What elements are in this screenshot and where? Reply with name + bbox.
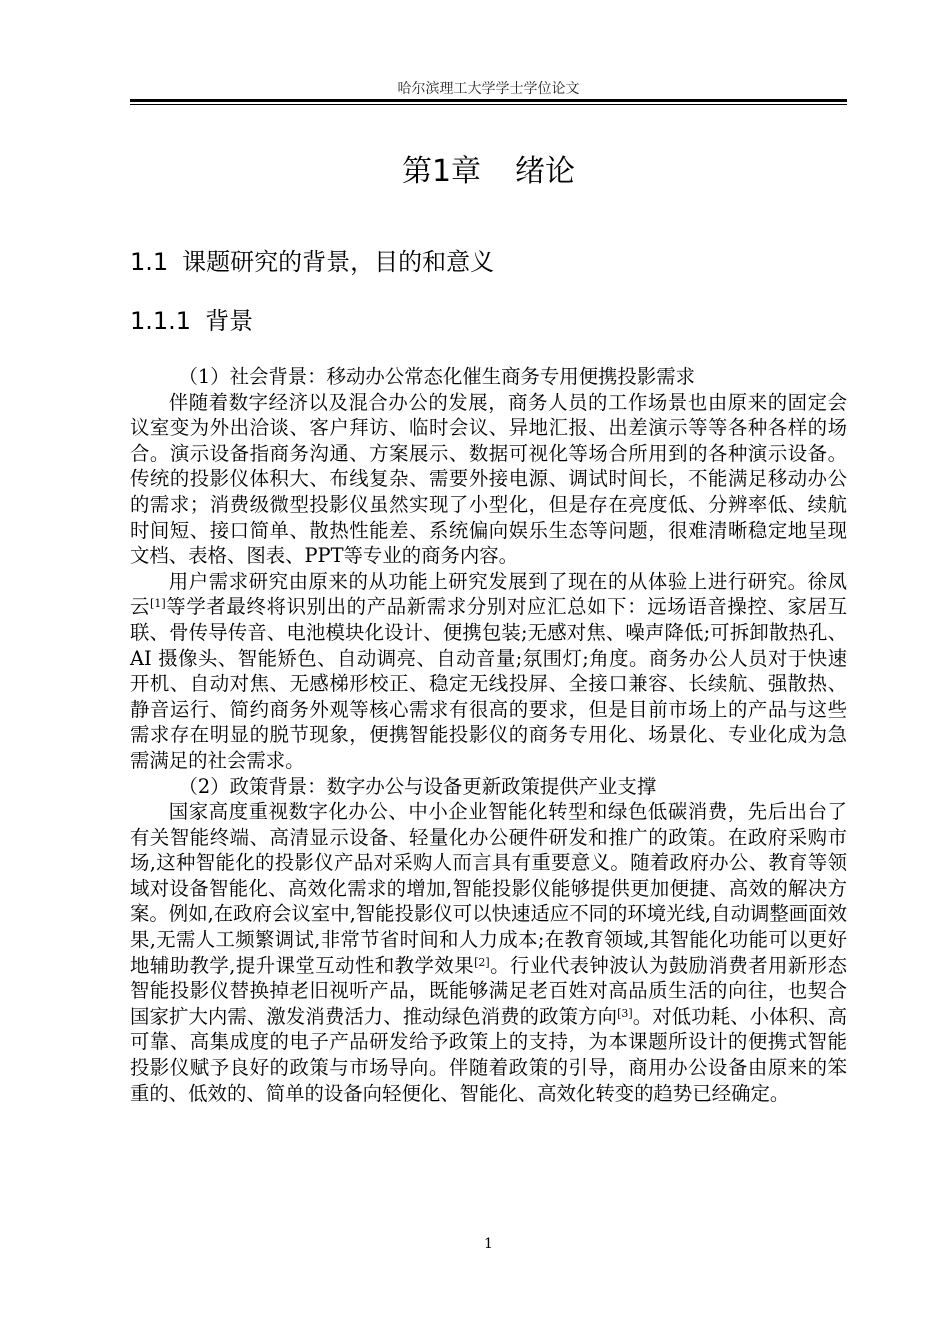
citation-1[interactable]: [1] [150, 597, 166, 611]
paragraph-3-text-b: 。行业代表钟波认为鼓励消费者用新形态智能投影仪替换掉老旧视听产品，既能够满足老百姓对高品质生活的向往，也契合国家扩大内需、激发消费活力、推动绿色消费的政策方向 [130, 953, 847, 1028]
paragraph-3-text-a: 国家高度重视数字化办公、中小企业智能化转型和绿色低碳消费，先后出台了有关智能终端、高清显示设备、轻量化办公硬件研发和推广的政策。在政府采购市场,这种智能化的投影仪产品对采购人而言具有重要意义。随着政府办公、教育等领域对设备智能化、高效化需求的增加,智能投影仪能够提供更加便捷、高效的解决方案。例如,在政府会议室中,智能投影仪可以快速适应不同的环境光线,自动调整画面效果,无需人工频繁调试,非常节省时间和人力成本;在教育领域,其智能化功能可以更好地辅助教学,提升课堂互动性和教学效果 [130, 800, 847, 977]
social-background-heading: （1）社会背景：移动办公常态化催生商务专用便携投影需求 [178, 365, 695, 388]
chapter-title [130, 152, 847, 192]
subsection-title: 背景 [205, 307, 254, 335]
paragraph-1: 伴随着数字经济以及混合办公的发展，商务人员的工作场景也由原来的固定会议室变为外出洽谈、客户拜访、临时会议、异地汇报、出差演示等等各种各样的场合。演示设备指商务沟通、方案展示、数据可视化等场合所用到的各种演示设备。传统的投影仪体积大、布线复杂、需要外接电源、调试时间长，不能满足移动办公的需求；消费级微型投影仪虽然实现了小型化，但是存在亮度低、分辨率低、续航时间短、接口简单、散热性能差、系统偏向娱乐生态等问题，很难清晰稳定地呈现文档、表格、图表、PPT等专业的商务内容。 [130, 390, 847, 568]
page-number: 1 [484, 1236, 493, 1252]
subsection-number: 1.1.1 [130, 307, 192, 335]
subsection-heading [130, 304, 253, 338]
paragraph-3-text-c: 。对低功耗、小体积、高可靠、高集成度的电子产品研发给予政策上的支持，为本课题所设计的便携式智能投影仪赋予良好的政策与市场导向。伴随着政策的引导，商用办公设备由原来的笨重的、低效的、简单的设备向轻便化、智能化、高效化转变的趋势已经确定。 [130, 1004, 848, 1105]
citation-2[interactable]: [2] [474, 955, 490, 969]
paragraph-2-text-a: 用户需求研究由原来的从功能上研究发展到了现在的从体验上进行研究。徐凤云 [130, 569, 847, 619]
header-rule-thin [130, 104, 847, 105]
section-number: 1.1 [130, 248, 169, 276]
section-heading [130, 245, 494, 279]
body-text [130, 364, 847, 1106]
citation-3[interactable]: [3] [617, 1006, 633, 1020]
running-header: 哈尔滨理工大学学士学位论文 [397, 81, 580, 97]
paragraph-2 [130, 569, 847, 774]
paragraph-3 [130, 799, 847, 1106]
chapter-name: 绪论 [515, 154, 576, 189]
policy-background-heading: （2）政策背景：数字办公与设备更新政策提供产业支撑 [178, 774, 657, 798]
header-rule-thick [130, 99, 847, 102]
paragraph-2-text-b: 等学者最终将识别出的产品新需求分别对应汇总如下：远场语音操控、家居互联、骨传导传音、电池模块化设计、便携包装;无感对焦、噪声降低;可拆卸散热孔、AI 摄像头、智能矫色、自动调亮、自动音量;氛围灯;角度。商务办公人员对于快速开机、自动对焦、无感梯形校正、稳定无线投屏、全接口兼容、长续航、强散热、静音运行、简约商务外观等核心需求有很高的要求，但是目前市场上的产品与这些需求存在明显的脱节现象，便携智能投影仪的商务专用化、场景化、专业化成为急需满足的社会需求。 [130, 595, 848, 772]
chapter-number: 第1章 [401, 154, 482, 189]
section-title: 课题研究的背景，目的和意义 [182, 248, 495, 276]
